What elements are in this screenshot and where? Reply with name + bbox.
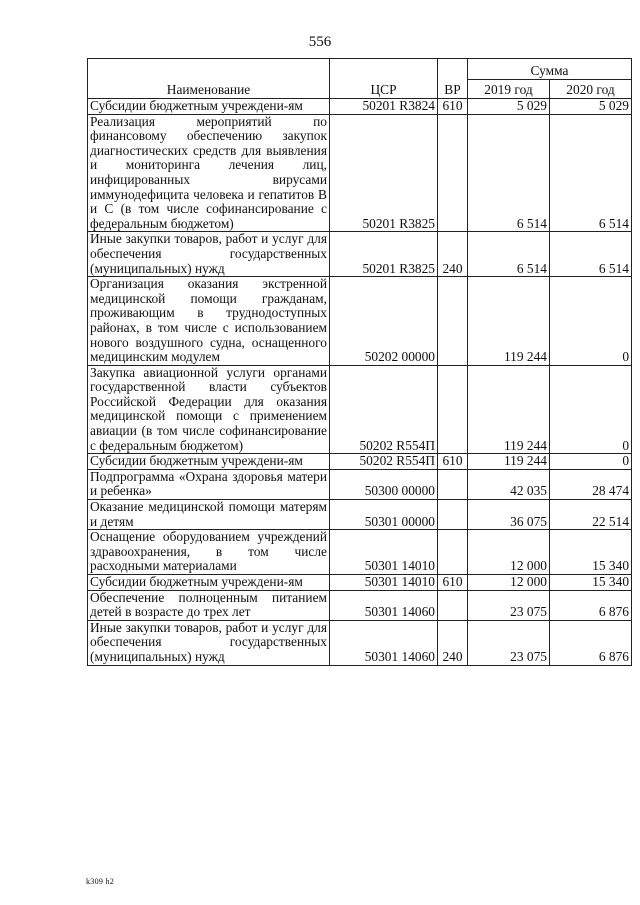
row-amount-2019: 42 035 bbox=[468, 469, 550, 499]
row-vr bbox=[438, 590, 468, 620]
table-row bbox=[88, 575, 632, 591]
row-vr bbox=[438, 114, 468, 232]
row-amount-2019: 6 514 bbox=[468, 114, 550, 232]
table-header bbox=[88, 59, 632, 99]
row-name: Закупка авиационной услуги органами государственной власти субъектов Российской Федерации для оказания медицинской помощи с применением авиации (в том числе софинансирование с федеральным бюджетом) bbox=[88, 365, 330, 454]
row-vr bbox=[438, 530, 468, 575]
header-name: Наименование bbox=[88, 59, 330, 99]
row-csr: 50301 14060 bbox=[330, 620, 438, 665]
row-amount-2020: 15 340 bbox=[550, 575, 632, 591]
row-name: Иные закупки товаров, работ и услуг для обеспечения государственных (муниципальных) нужд bbox=[88, 232, 330, 277]
row-amount-2019: 119 244 bbox=[468, 365, 550, 454]
row-vr bbox=[438, 469, 468, 499]
row-amount-2019: 36 075 bbox=[468, 500, 550, 530]
budget-table bbox=[87, 58, 632, 666]
row-csr: 50202 R554П bbox=[330, 454, 438, 470]
row-amount-2020: 5 029 bbox=[550, 99, 632, 115]
row-amount-2019: 12 000 bbox=[468, 575, 550, 591]
row-vr bbox=[438, 277, 468, 366]
footer-code: k309 h2 bbox=[86, 877, 115, 886]
table-row bbox=[88, 99, 632, 115]
row-csr: 50301 14060 bbox=[330, 590, 438, 620]
row-amount-2020: 0 bbox=[550, 277, 632, 366]
row-amount-2020: 0 bbox=[550, 454, 632, 470]
header-year-2019: 2019 год bbox=[468, 80, 550, 99]
row-amount-2020: 22 514 bbox=[550, 500, 632, 530]
table-row bbox=[88, 277, 632, 366]
row-amount-2020: 6 876 bbox=[550, 590, 632, 620]
table-row bbox=[88, 590, 632, 620]
header-year-2020: 2020 год bbox=[550, 80, 632, 99]
row-csr: 50201 R3825 bbox=[330, 232, 438, 277]
table-row bbox=[88, 114, 632, 232]
row-vr bbox=[438, 365, 468, 454]
row-name: Организация оказания экстренной медицинской помощи гражданам, проживающим в труднодоступных районах, в том числе с использованием нового воздушного судна, оснащенного медицинским модулем bbox=[88, 277, 330, 366]
row-csr: 50202 00000 bbox=[330, 277, 438, 366]
row-name: Подпрограмма «Охрана здоровья матери и ребенка» bbox=[88, 469, 330, 499]
table-row bbox=[88, 620, 632, 665]
row-vr: 240 bbox=[438, 232, 468, 277]
row-amount-2019: 5 029 bbox=[468, 99, 550, 115]
table-body bbox=[88, 99, 632, 666]
table-row bbox=[88, 500, 632, 530]
row-amount-2020: 0 bbox=[550, 365, 632, 454]
row-amount-2019: 119 244 bbox=[468, 277, 550, 366]
row-csr: 50301 14010 bbox=[330, 530, 438, 575]
table-row bbox=[88, 469, 632, 499]
row-amount-2020: 28 474 bbox=[550, 469, 632, 499]
table-row bbox=[88, 232, 632, 277]
row-name: Оснащение оборудованием учреждений здравоохранения, в том числе расходными материалами bbox=[88, 530, 330, 575]
row-csr: 50202 R554П bbox=[330, 365, 438, 454]
row-csr: 50201 R3824 bbox=[330, 99, 438, 115]
header-vr: ВР bbox=[438, 59, 468, 99]
row-csr: 50201 R3825 bbox=[330, 114, 438, 232]
row-csr: 50300 00000 bbox=[330, 469, 438, 499]
table-row bbox=[88, 365, 632, 454]
row-name: Субсидии бюджетным учреждени-ям bbox=[88, 99, 330, 115]
header-csr: ЦСР bbox=[330, 59, 438, 99]
row-amount-2019: 23 075 bbox=[468, 590, 550, 620]
row-amount-2019: 6 514 bbox=[468, 232, 550, 277]
row-vr: 610 bbox=[438, 99, 468, 115]
row-csr: 50301 14010 bbox=[330, 575, 438, 591]
row-name: Субсидии бюджетным учреждени-ям bbox=[88, 454, 330, 470]
row-name: Оказание медицинской помощи матерям и детям bbox=[88, 500, 330, 530]
header-sum: Сумма bbox=[468, 59, 632, 80]
row-vr: 610 bbox=[438, 454, 468, 470]
row-vr: 610 bbox=[438, 575, 468, 591]
row-amount-2019: 12 000 bbox=[468, 530, 550, 575]
row-vr bbox=[438, 500, 468, 530]
table-row bbox=[88, 454, 632, 470]
row-amount-2019: 119 244 bbox=[468, 454, 550, 470]
row-amount-2020: 15 340 bbox=[550, 530, 632, 575]
row-amount-2020: 6 514 bbox=[550, 114, 632, 232]
row-name: Субсидии бюджетным учреждени-ям bbox=[88, 575, 330, 591]
row-amount-2020: 6 514 bbox=[550, 232, 632, 277]
table-row bbox=[88, 530, 632, 575]
row-csr: 50301 00000 bbox=[330, 500, 438, 530]
page-number: 556 bbox=[308, 34, 332, 50]
row-amount-2019: 23 075 bbox=[468, 620, 550, 665]
row-name: Реализация мероприятий по финансовому обеспечению закупок диагностических средств для выявления и мониторинга лечения лиц, инфицированных вирусами иммунодефицита человека и гепатитов В и С (в том числе софинансирование с федеральным бюджетом) bbox=[88, 114, 330, 232]
row-name: Обеспечение полноценным питанием детей в возрасте до трех лет bbox=[88, 590, 330, 620]
row-name: Иные закупки товаров, работ и услуг для обеспечения государственных (муниципальных) нужд bbox=[88, 620, 330, 665]
row-vr: 240 bbox=[438, 620, 468, 665]
row-amount-2020: 6 876 bbox=[550, 620, 632, 665]
